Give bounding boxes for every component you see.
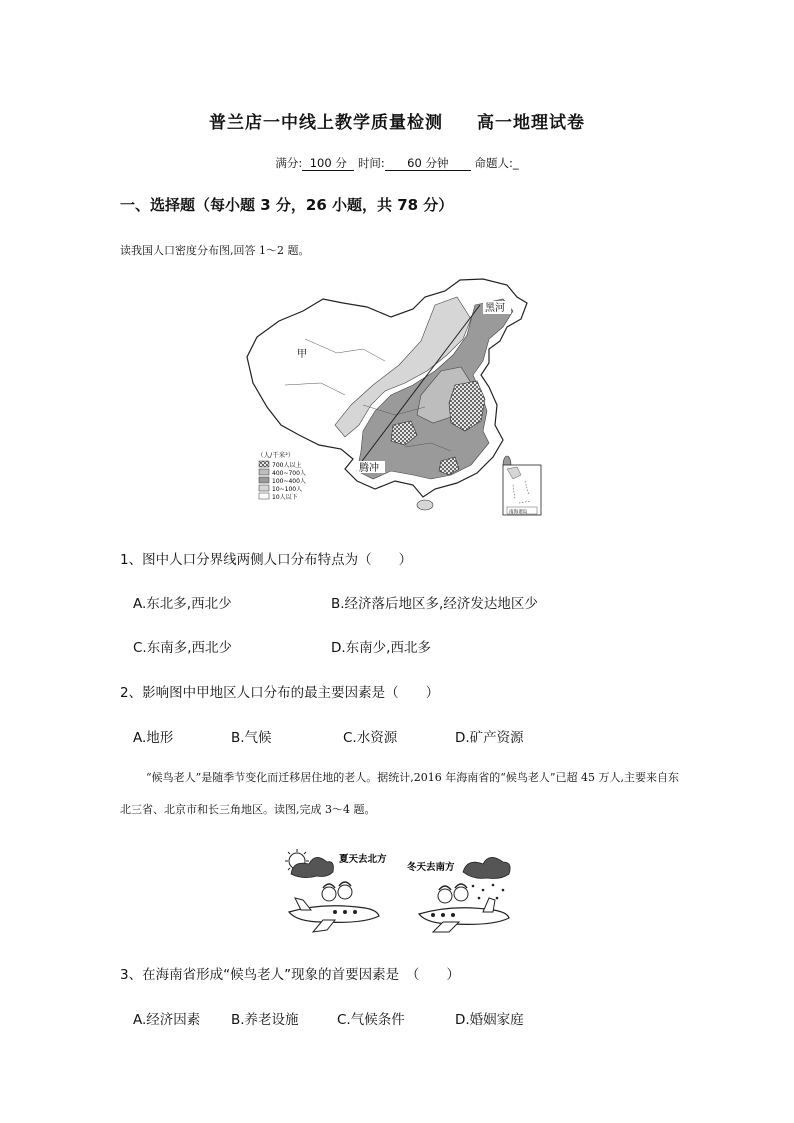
snowflakes-icon [472,884,505,900]
label-heihe: 黑河 [485,303,505,314]
legend-title: （人/千米²） [257,451,295,459]
score-label: 满分: [275,156,303,170]
q2-option-a[interactable]: A.地形 [133,730,174,746]
winter-scene [407,857,510,932]
school-name: 普兰店一中线上教学质量检测 [209,113,443,133]
q1-option-c[interactable]: C.东南多,西北少 [133,640,233,656]
label-tengchong: 腾冲 [359,463,379,474]
q3-option-a[interactable]: A.经济因素 [133,1012,201,1028]
legend-item-700-plus: 700人以上 [272,462,302,469]
q3-option-d[interactable]: D.婚姻家庭 [455,1012,524,1028]
question-3-stem: 3、在海南省形成“候鸟老人”现象的首要因素是 （ ） [120,967,460,983]
label-jia: 甲 [297,349,307,360]
q1-option-a[interactable]: A.东北多,西北少 [133,596,232,612]
q2-option-c[interactable]: C.水资源 [343,730,398,746]
intro-map: 读我国人口密度分布图,回答 1～2 题。 [120,244,310,257]
q1-option-d[interactable]: D.东南少,西北多 [331,640,431,656]
population-density-map [245,275,545,520]
south-china-sea-inset [503,465,541,515]
summer-scene [285,849,387,932]
migratory-elders-cartoon [283,848,515,934]
legend-item-under-10: 10人以下 [272,494,298,501]
legend-item-10-100: 10~100人 [272,486,303,493]
section-heading: 一、选择题（每小题 3 分，26 小题，共 78 分） [120,196,454,214]
exam-meta [0,155,794,171]
elder-face-icon [438,889,452,903]
time-label: 时间: [357,156,385,170]
q2-option-d[interactable]: D.矿产资源 [455,730,524,746]
passage-migratory-elders [120,762,680,826]
hainan-island [417,500,433,510]
legend-item-400-700: 400~700人 [272,470,306,477]
inset-caption: 南海诸岛 [509,510,528,515]
elder-face-icon [338,885,352,899]
window-dot [451,913,455,917]
window-dot [333,910,337,914]
window-dot [431,913,435,917]
question-1-stem: 1、图中人口分界线两侧人口分布特点为（ ） [120,552,413,568]
passage-text: “候鸟老人”是随季节变化而迁移居住地的老人。据统计,2016 年海南省的“候鸟老人”已超 45 万人,主要来自东北三省、北京市和长三角地区。读图,完成 3～4 题。 [120,771,679,816]
author-label: 命题人: [474,156,513,170]
winter-caption: 冬天去南方 [407,862,455,873]
map-legend [257,450,306,501]
question-2-stem: 2、影响图中甲地区人口分布的最主要因素是（ ） [120,685,440,701]
window-dot [441,913,445,917]
q2-option-b[interactable]: B.气候 [231,730,272,746]
elder-face-icon [322,887,336,901]
legend-item-100-400: 100~400人 [272,478,306,485]
author-value: _ [512,156,519,170]
summer-caption: 夏天去北方 [339,854,387,865]
q3-option-b[interactable]: B.养老设施 [231,1012,299,1028]
window-dot [343,910,347,914]
snow-cloud-icon [463,857,510,878]
time-value: 60 分钟 [385,157,471,171]
q1-option-b[interactable]: B.经济落后地区多,经济发达地区少 [331,596,538,612]
score-value: 100 分 [302,157,354,171]
window-dot [353,910,357,914]
elder-face-icon [454,887,468,901]
exam-name: 高一地理试卷 [477,113,585,133]
q3-option-c[interactable]: C.气候条件 [337,1012,405,1028]
page-title [0,108,794,133]
